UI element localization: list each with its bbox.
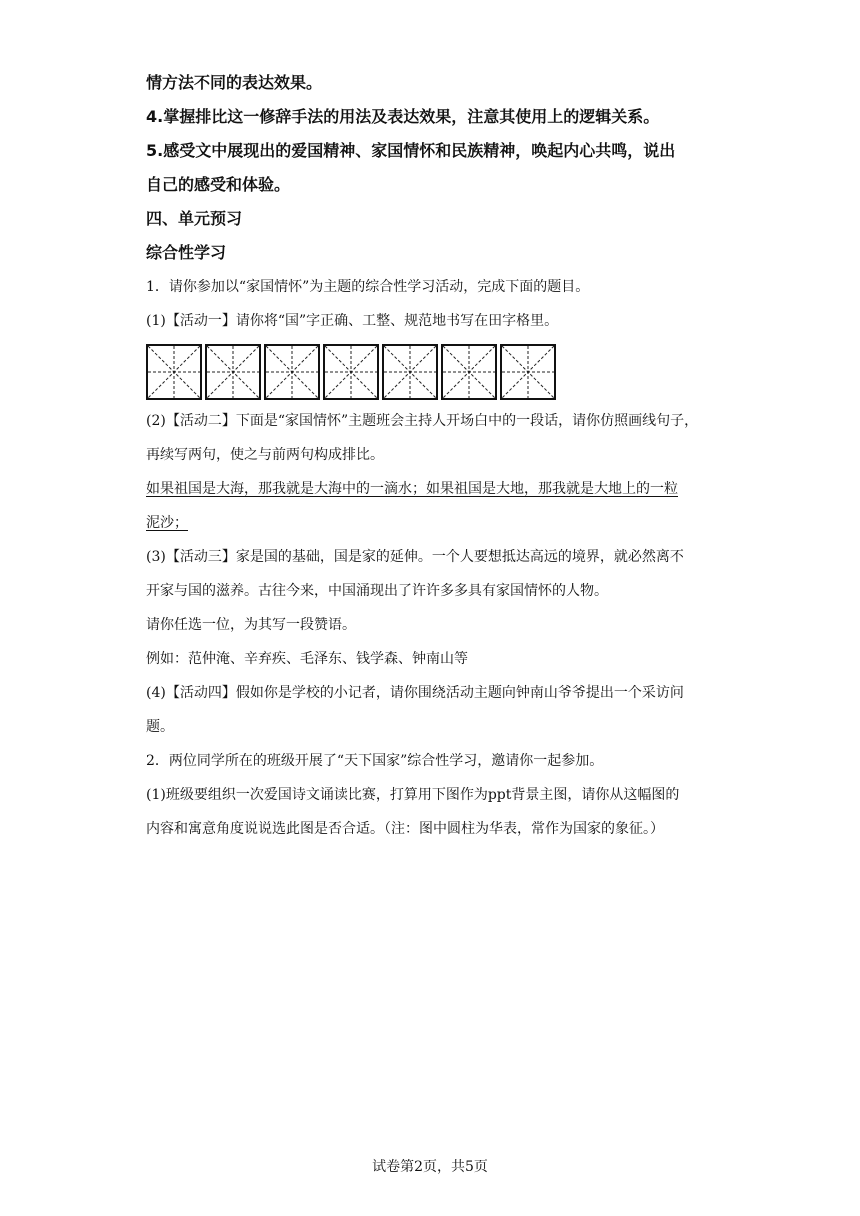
objective-text-line: 情方法不同的表达效果。 (146, 73, 323, 92)
subsection-heading: 综合性学习 (146, 243, 227, 262)
activity-3: (3)【活动三】家是国的基础，国是家的延伸。一个人要想抵达高远的境界，就必然离不 (146, 549, 684, 565)
tianzige-cell[interactable] (205, 344, 261, 400)
activity-4: (4)【活动四】假如你是学校的小记者，请你围绕活动主题向钟南山爷爷提出一个采访问 (146, 685, 684, 701)
page-content (146, 66, 726, 846)
tianzige-cell[interactable] (441, 344, 497, 400)
tianzige-grid (146, 344, 726, 404)
activity-4-continued: 题。 (146, 719, 174, 735)
tianzige-cell[interactable] (500, 344, 556, 400)
activity-3-examples: 例如：范仲淹、辛弃疾、毛泽东、钱学森、钟南山等 (146, 651, 468, 667)
question-1: 1．请你参加以“家国情怀”为主题的综合性学习活动，完成下面的题目。 (146, 279, 590, 295)
activity-3-prompt: 请你任选一位，为其写一段赞语。 (146, 617, 356, 633)
question-2-part-1: (1)班级要组织一次爱国诗文诵读比赛，打算用下图作为ppt背景主图，请你从这幅图的 (146, 787, 680, 803)
activity-2: (2)【活动二】下面是“家国情怀”主题班会主持人开场白中的一段话，请你仿照画线句子， (146, 413, 699, 429)
tianzige-cell[interactable] (382, 344, 438, 400)
objective-5-continued: 自己的感受和体验。 (146, 175, 291, 194)
objective-5: 5.感受文中展现出的爱国精神、家国情怀和民族精神，唤起内心共鸣，说出 (146, 141, 676, 160)
section-heading: 四、单元预习 (146, 209, 243, 228)
page-footer: 试卷第2页，共5页 (372, 1159, 488, 1175)
question-2: 2．两位同学所在的班级开展了“天下国家”综合性学习，邀请你一起参加。 (146, 753, 604, 769)
underlined-sentence-continued: 泥沙； (146, 515, 188, 531)
question-2-part-1-continued: 内容和寓意角度说说选此图是否合适。（注：图中圆柱为华表，常作为国家的象征。） (146, 821, 664, 837)
activity-3-continued: 开家与国的滋养。古往今来，中国涌现出了许许多多具有家国情怀的人物。 (146, 583, 608, 599)
underlined-sentence: 如果祖国是大海，那我就是大海中的一滴水；如果祖国是大地，那我就是大地上的一粒 (146, 481, 678, 497)
objective-4: 4.掌握排比这一修辞手法的用法及表达效果，注意其使用上的逻辑关系。 (146, 107, 660, 126)
tianzige-cell[interactable] (323, 344, 379, 400)
activity-2-continued: 再续写两句，使之与前两句构成排比。 (146, 447, 384, 463)
activity-1: (1)【活动一】请你将“国”字正确、工整、规范地书写在田字格里。 (146, 313, 559, 329)
tianzige-cell[interactable] (264, 344, 320, 400)
tianzige-cell[interactable] (146, 344, 202, 400)
